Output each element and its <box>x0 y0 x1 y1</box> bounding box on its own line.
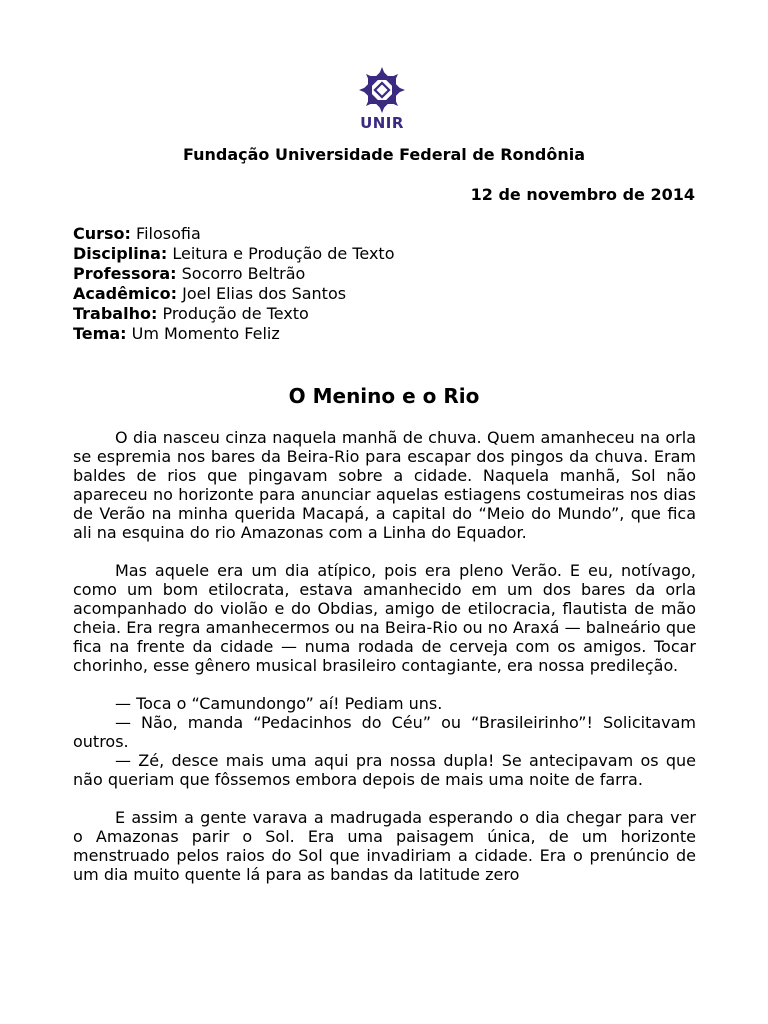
dialogue-line: — Não, manda “Pedacinhos do Céu” ou “Brasileirinho”! Solicitavam outros. <box>73 713 696 751</box>
unir-logo <box>340 66 424 134</box>
info-value: Leitura e Produção de Texto <box>172 244 395 263</box>
info-label: Trabalho: <box>73 304 158 323</box>
info-value: Um Momento Feliz <box>131 324 280 343</box>
story-body <box>73 428 696 903</box>
info-label: Tema: <box>73 324 127 343</box>
info-label: Acadêmico: <box>73 284 177 303</box>
logo-text: UNIR <box>360 114 404 132</box>
dialogue-line: — Toca o “Camundongo” aí! Pediam uns. <box>115 694 443 713</box>
info-value: Socorro Beltrão <box>181 264 306 283</box>
info-label: Professora: <box>73 264 177 283</box>
info-row-curso <box>73 224 394 244</box>
paragraph: Mas aquele era um dia atípico, pois era pleno Verão. E eu, notívago, como um bom etilocrata, estava amanhecido em um dos bares da orla acompanhado do violão e do Obdias, amigo de etilocracia, flautista de mão cheia. Era regra amanhecermos ou na Beira-Rio ou no Araxá — balneário que fica na frente da cidade — numa rodada de cerveja com os amigos. Tocar chorinho, esse gênero musical brasileiro contagiante, era nossa predileção. <box>73 561 696 675</box>
info-value: Joel Elias dos Santos <box>182 284 347 303</box>
star-emblem-icon <box>358 66 406 114</box>
info-value: Filosofia <box>136 224 201 243</box>
story-title: O Menino e o Rio <box>288 384 480 408</box>
document-date: 12 de novembro de 2014 <box>470 185 695 204</box>
info-block <box>73 224 394 344</box>
info-row-tema <box>73 324 394 344</box>
info-value: Produção de Texto <box>162 304 309 323</box>
institution-name: Fundação Universidade Federal de Rondônia <box>182 145 586 164</box>
info-row-professora <box>73 264 394 284</box>
info-row-trabalho <box>73 304 394 324</box>
info-label: Curso: <box>73 224 131 243</box>
info-row-academico <box>73 284 394 304</box>
info-row-disciplina <box>73 244 394 264</box>
dialogue-line: — Zé, desce mais uma aqui pra nossa dupla! Se antecipavam os que não queriam que fôssemos embora depois de mais uma noite de farra. <box>73 751 696 789</box>
paragraph: O dia nasceu cinza naquela manhã de chuva. Quem amanheceu na orla se espremia nos bares da Beira-Rio para escapar dos pingos da chuva. Eram baldes de rios que pingavam sobre a cidade. Naquela manhã, Sol não apareceu no horizonte para anunciar aquelas estiagens costumeiras nos dias de Verão na minha querida Macapá, a capital do “Meio do Mundo”, que fica ali na esquina do rio Amazonas com a Linha do Equador. <box>73 428 696 542</box>
info-label: Disciplina: <box>73 244 168 263</box>
paragraph: E assim a gente varava a madrugada esperando o dia chegar para ver o Amazonas parir o Sol. Era uma paisagem única, de um horizonte menstruado pelos raios do Sol que invadiriam a cidade. Era o prenúncio de um dia muito quente lá para as bandas da latitude zero <box>73 808 696 884</box>
